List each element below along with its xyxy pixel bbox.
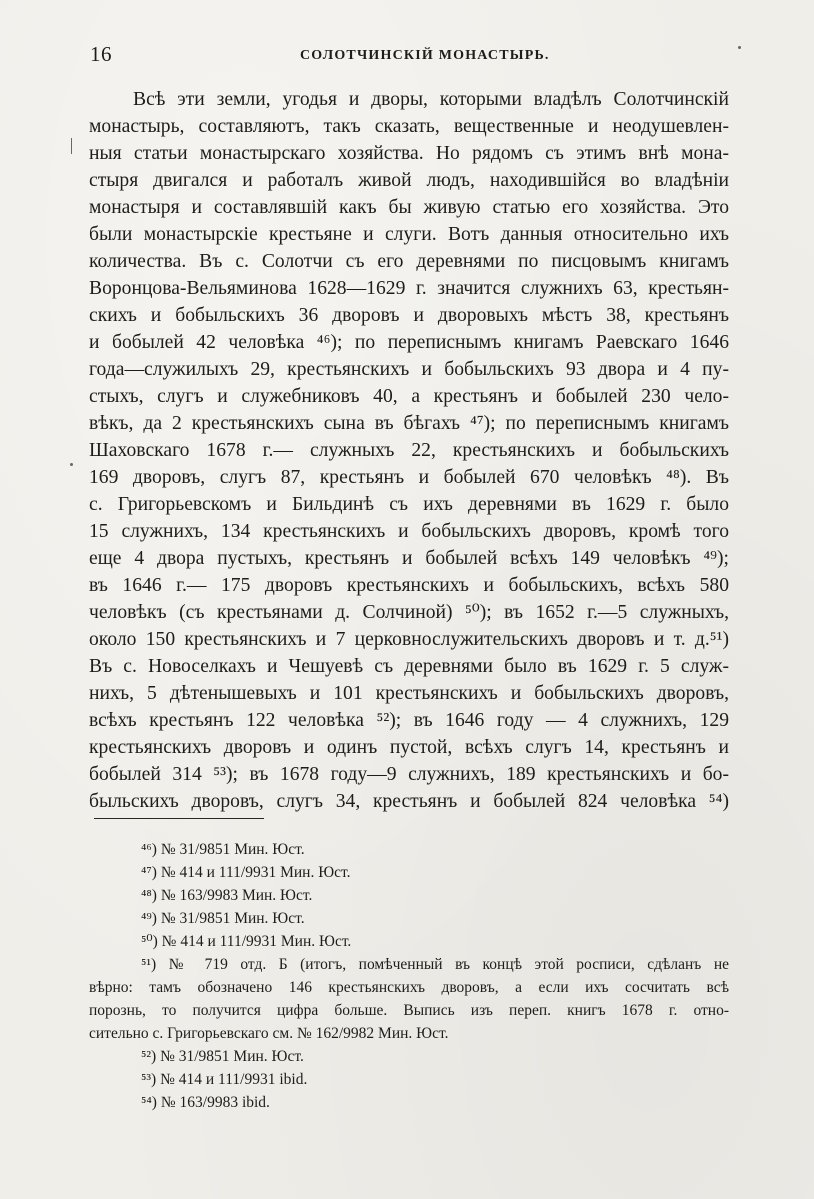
footnote: ⁵⁴) № 163/9983 ibid. xyxy=(141,1094,270,1111)
footnote-continuation: порознь, то получится цифра больше. Выпись изъ переп. книгъ 1678 г. отно- xyxy=(89,1002,729,1019)
page-number: 16 xyxy=(90,42,112,66)
running-title: СОЛОТЧИНСКІЙ МОНАСТЫРЬ. xyxy=(300,48,550,63)
footnote: ⁵¹) № 719 отд. Б (итогъ, помѣченный въ концѣ этой росписи, сдѣланъ не xyxy=(141,956,729,973)
footnote: ⁴⁹) № 31/9851 Мин. Юст. xyxy=(141,910,305,927)
text-line: были монастырскіе крестьяне и слуги. Вотъ данныя относительно ихъ xyxy=(89,224,729,245)
text-line: стыря двигался и работалъ живой людъ, находившійся во владѣніи xyxy=(89,170,729,191)
text-line: Шаховскаго 1678 г.— служныхъ 22, крестьянскихъ и бобыльскихъ xyxy=(89,440,729,461)
text-line: крестьянскихъ дворовъ и одинъ пустой, всѣхъ слугъ 14, крестьянъ и xyxy=(89,737,729,758)
text-line: человѣкъ (съ крестьянами д. Солчиной) ⁵⁰); въ 1652 г.—5 служныхъ, xyxy=(89,602,729,623)
text-line: монастыря и составлявшій какъ бы живую статью его хозяйства. Это xyxy=(89,197,729,218)
text-line: всѣхъ крестьянъ 122 человѣка ⁵²); въ 1646 году — 4 служнихъ, 129 xyxy=(89,710,729,731)
text-line: нихъ, 5 дѣтенышевыхъ и 101 крестьянскихъ и бобыльскихъ дворовъ, xyxy=(89,683,729,704)
paper-speck xyxy=(738,46,741,49)
footnote: ⁴⁶) № 31/9851 Мин. Юст. xyxy=(141,841,305,858)
footnote: ⁵⁰) № 414 и 111/9931 Мин. Юст. xyxy=(141,933,352,950)
text-line: быльскихъ дворовъ, слугъ 34, крестьянъ и бобылей 824 человѣка ⁵⁴) xyxy=(89,791,729,812)
text-line: года—служилыхъ 29, крестьянскихъ и бобыльскихъ 93 двора и 4 пу- xyxy=(89,359,729,380)
footnote: ⁵²) № 31/9851 Мин. Юст. xyxy=(141,1048,304,1065)
paper-speck xyxy=(70,463,73,466)
footnotes xyxy=(89,838,729,1114)
footnote: ⁴⁷) № 414 и 111/9931 Мин. Юст. xyxy=(141,864,351,881)
text-line: ныя статьи монастырскаго хозяйства. Но рядомъ съ этимъ внѣ мона- xyxy=(89,143,729,164)
text-line: около 150 крестьянскихъ и 7 церковнослужительскихъ дворовъ и т. д.⁵¹) xyxy=(89,629,729,650)
text-line: Всѣ эти земли, угодья и дворы, которыми владѣлъ Солотчинскій xyxy=(133,89,729,110)
text-line: монастырь, составляютъ, такъ сказать, вещественные и неодушевлен- xyxy=(89,116,729,137)
text-line: и бобылей 42 человѣка ⁴⁶); по переписнымъ книгамъ Раевскаго 1646 xyxy=(89,332,729,353)
text-line: бобылей 314 ⁵³); въ 1678 году—9 служнихъ, 189 крестьянскихъ и бо- xyxy=(89,764,729,785)
text-line: еще 4 двора пустыхъ, крестьянъ и бобылей всѣхъ 149 человѣкъ ⁴⁹); xyxy=(89,548,729,569)
footnote-continuation: сительно с. Григорьевскаго см. № 162/9982 Мин. Юст. xyxy=(89,1025,449,1042)
footnote: ⁴⁸) № 163/9983 Мин. Юст. xyxy=(141,887,313,904)
text-line: с. Григорьевскомъ и Бильдинѣ съ ихъ деревнями въ 1629 г. было xyxy=(89,494,729,515)
text-line: Воронцова-Вельяминова 1628—1629 г. значится служнихъ 63, крестьян- xyxy=(89,278,729,299)
footnote: ⁵³) № 414 и 111/9931 ibid. xyxy=(141,1071,308,1088)
text-line: въ 1646 г.— 175 дворовъ крестьянскихъ и бобыльскихъ, всѣхъ 580 xyxy=(89,575,729,596)
footnote-separator xyxy=(94,818,264,819)
main-paragraph xyxy=(89,86,729,815)
text-line: скихъ и бобыльскихъ 36 дворовъ и дворовыхъ мѣстъ 38, крестьянъ xyxy=(89,305,729,326)
text-line: стыхъ, слугъ и служебниковъ 40, а крестьянъ и бобылей 230 чело- xyxy=(89,386,729,407)
paper-speck xyxy=(71,138,72,154)
text-line: количества. Въ с. Солотчи съ его деревнями по писцовымъ книгамъ xyxy=(89,251,729,272)
text-line: вѣкъ, да 2 крестьянскихъ сына въ бѣгахъ ⁴⁷); по переписнымъ книгамъ xyxy=(89,413,729,434)
footnote-continuation: вѣрно: тамъ обозначено 146 крестьянскихъ дворовъ, а если ихъ сосчитать всѣ xyxy=(89,979,729,996)
text-line: 15 служнихъ, 134 крестьянскихъ и бобыльскихъ дворовъ, кромѣ того xyxy=(89,521,729,542)
text-line: Въ с. Новоселкахъ и Чешуевѣ съ деревнями было въ 1629 г. 5 служ- xyxy=(89,656,729,677)
text-line: 169 дворовъ, слугъ 87, крестьянъ и бобылей 670 человѣкъ ⁴⁸). Въ xyxy=(89,467,729,488)
